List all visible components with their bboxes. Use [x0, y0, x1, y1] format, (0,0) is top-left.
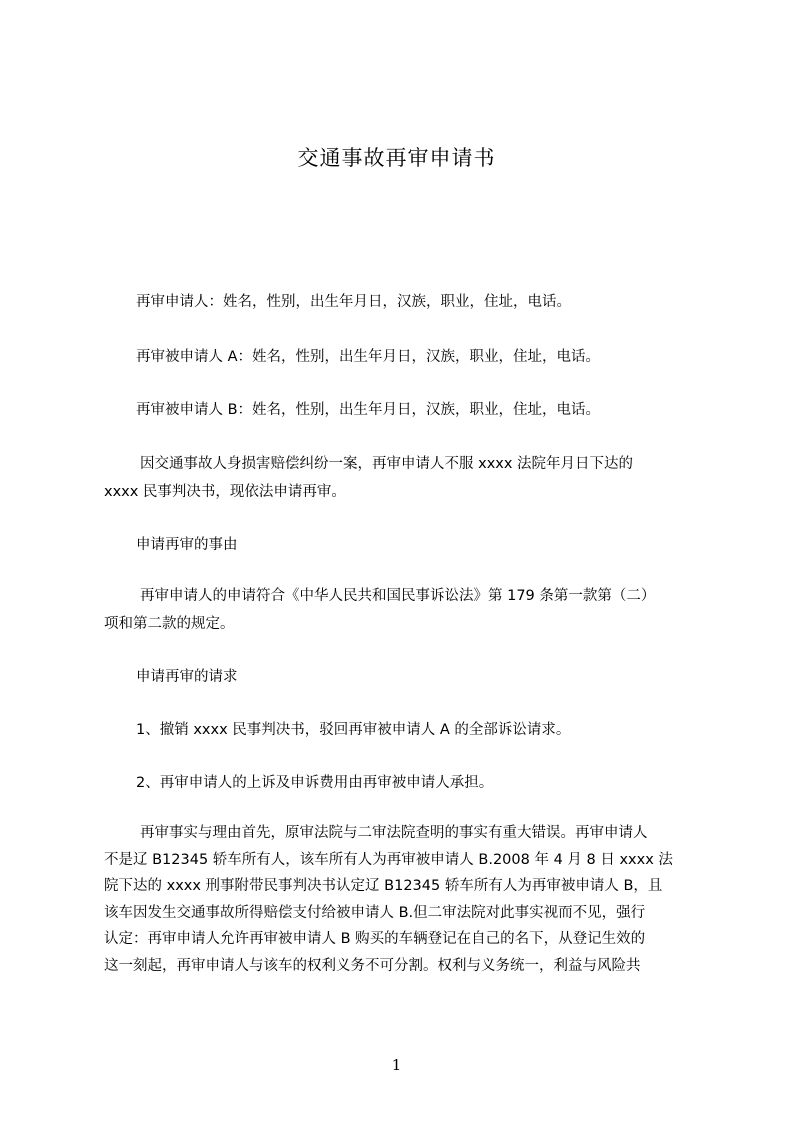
reason-paragraph-line-2: 项和第二款的规定。	[104, 616, 235, 632]
applicant-info: 再审申请人：姓名，性别，出生年月日，汉族，职业，住址，电话。	[136, 294, 571, 310]
facts-line: 再审事实与理由首先，原审法院与二审法院查明的事实有重大错误。再审申请人	[140, 825, 648, 841]
intro-paragraph-line-2: xxxx 民事判决书，现依法申请再审。	[104, 484, 346, 500]
facts-paragraph	[104, 820, 698, 979]
respondent-a-info: 再审被申请人 A：姓名，性别，出生年月日，汉族，职业，住址，电话。	[136, 349, 601, 365]
respondent-b-info: 再审被申请人 B：姓名，性别，出生年月日，汉族，职业，住址，电话。	[136, 402, 601, 418]
request-item-2: 2、再审申请人的上诉及申诉费用由再审被申请人承担。	[136, 775, 494, 791]
page-number: 1	[391, 1056, 402, 1074]
facts-line: 认定：再审申请人允许再审被申请人 B 购买的车辆登记在自己的名下，从登记生效的	[104, 931, 646, 947]
facts-line: 该车因发生交通事故所得赔偿支付给被申请人 B.但二审法院对此事实视而不见，强行	[104, 904, 646, 921]
document-title: 交通事故再审申请书	[297, 146, 496, 170]
reason-paragraph-line-1: 再审申请人的申请符合《中华人民共和国民事诉讼法》第 179 条第一款第（二）	[140, 588, 656, 604]
request-heading: 申请再审的请求	[136, 669, 238, 685]
intro-paragraph-line-1: 因交通事故人身损害赔偿纠纷一案，再审申请人不服 xxxx 法院年月日下达的	[140, 456, 634, 472]
facts-line: 不是辽 B12345 轿车所有人，该车所有人为再审被申请人 B.2008 年 4 月 8 日 xxxx 法	[104, 851, 673, 868]
request-item-1: 1、撤销 xxxx 民事判决书，驳回再审被申请人 A 的全部诉讼请求。	[136, 722, 571, 738]
reason-heading: 申请再审的事由	[136, 537, 238, 553]
facts-line: 院下达的 xxxx 刑事附带民事判决书认定辽 B12345 轿车所有人为再审被申请人 B，且	[104, 878, 663, 894]
facts-line: 这一刻起，再审申请人与该车的权利义务不可分割。权利与义务统一，利益与风险共	[104, 957, 641, 974]
